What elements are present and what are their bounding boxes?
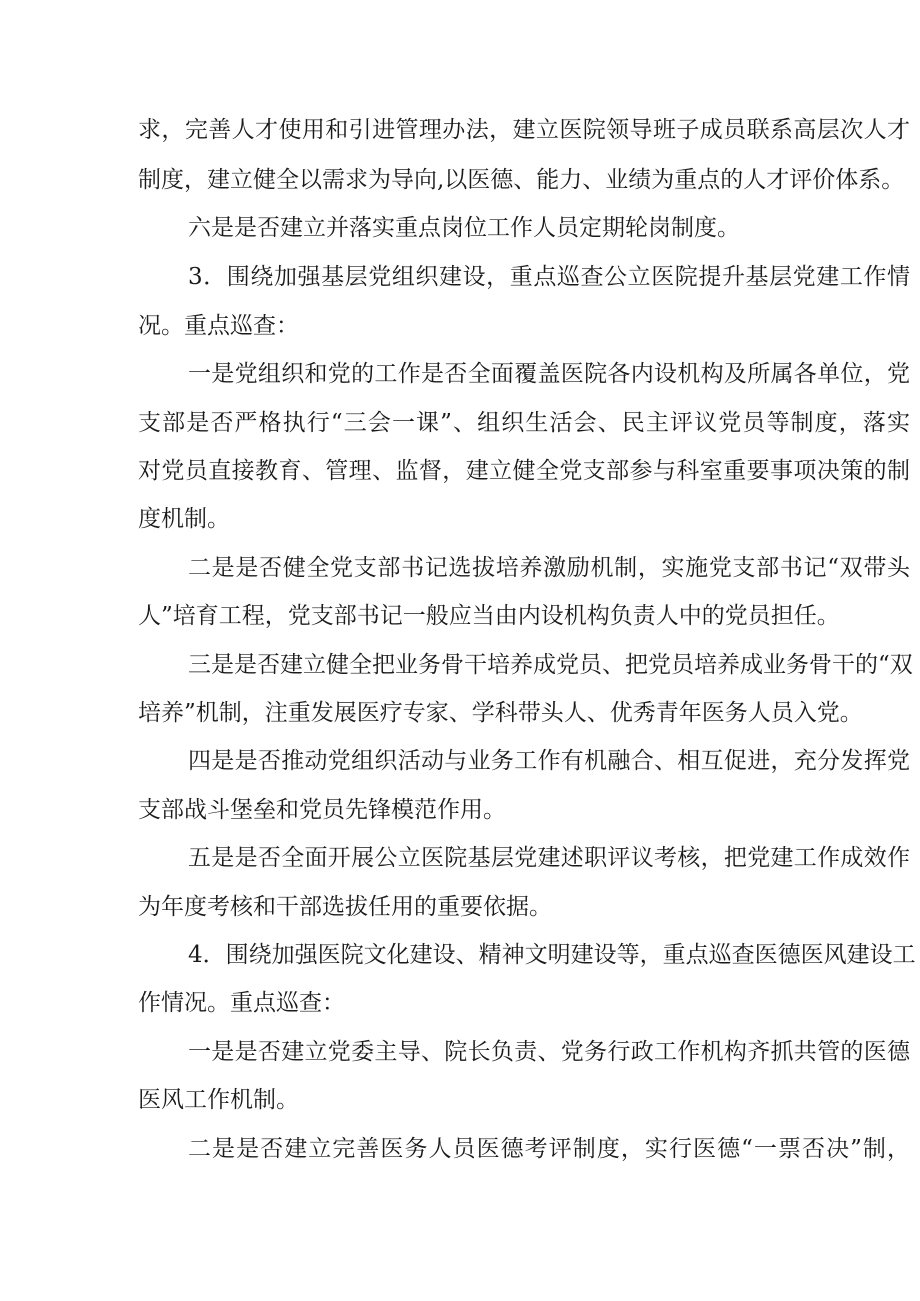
section-heading-line: 4．围绕加强医院文化建设、精神文明建设等，重点巡查医德医风建设工 (188, 942, 916, 968)
paragraph-line: 医风工作机制。 (138, 1087, 299, 1113)
paragraph-line: 支部战斗堡垒和党员先锋模范作用。 (138, 797, 506, 823)
paragraph-line: 六是是否建立并落实重点岗位工作人员定期轮岗制度。 (188, 215, 740, 241)
paragraph-line: 培养”机制，注重发展医疗专家、学科带头人、优秀青年医务人员入党。 (138, 700, 863, 726)
paragraph-line: 度机制。 (138, 506, 230, 532)
paragraph-line: 一是是否建立党委主导、院长负责、党务行政工作机构齐抓共管的医德 (188, 1039, 910, 1065)
paragraph-line: 三是是否建立健全把业务骨干培养成党员、把党员培养成业务骨干的“双 (188, 652, 913, 678)
paragraph-line: 四是是否推动党组织活动与业务工作有机融合、相互促进，充分发挥党 (188, 748, 910, 774)
paragraph-line: 求，完善人才使用和引进管理办法，建立医院领导班子成员联系高层次人才 (138, 117, 910, 143)
paragraph-line: 五是是否全面开展公立医院基层党建述职评议考核，把党建工作成效作 (188, 845, 910, 871)
paragraph-line: 一是党组织和党的工作是否全面覆盖医院各内设机构及所属各单位，党 (188, 361, 910, 387)
paragraph-line: 对党员直接教育、管理、监督，建立健全党支部参与科室重要事项决策的制 (138, 458, 910, 484)
paragraph-line: 人”培育工程，党支部书记一般应当由内设机构负责人中的党员担任。 (138, 603, 840, 629)
section-heading-line: 作情况。重点巡查： (138, 990, 345, 1016)
paragraph-line: 二是是否建立完善医务人员医德考评制度，实行医德“一票否决”制， (188, 1136, 910, 1162)
paragraph-line: 为年度考核和干部选拔任用的重要依据。 (138, 894, 552, 920)
paragraph-line: 制度，建立健全以需求为导向,以医德、能力、业绩为重点的人才评价体系。 (138, 167, 905, 193)
section-heading-line: 3．围绕加强基层党组织建设，重点巡查公立医院提升基层党建工作情 (188, 264, 910, 290)
paragraph-line: 二是是否健全党支部书记选拔培养激励机制，实施党支部书记“双带头 (188, 555, 910, 581)
paragraph-line: 支部是否严格执行“三会一课”、组织生活会、民主评议党员等制度，落实 (138, 410, 910, 436)
section-heading-line: 况。重点巡查： (138, 313, 299, 339)
